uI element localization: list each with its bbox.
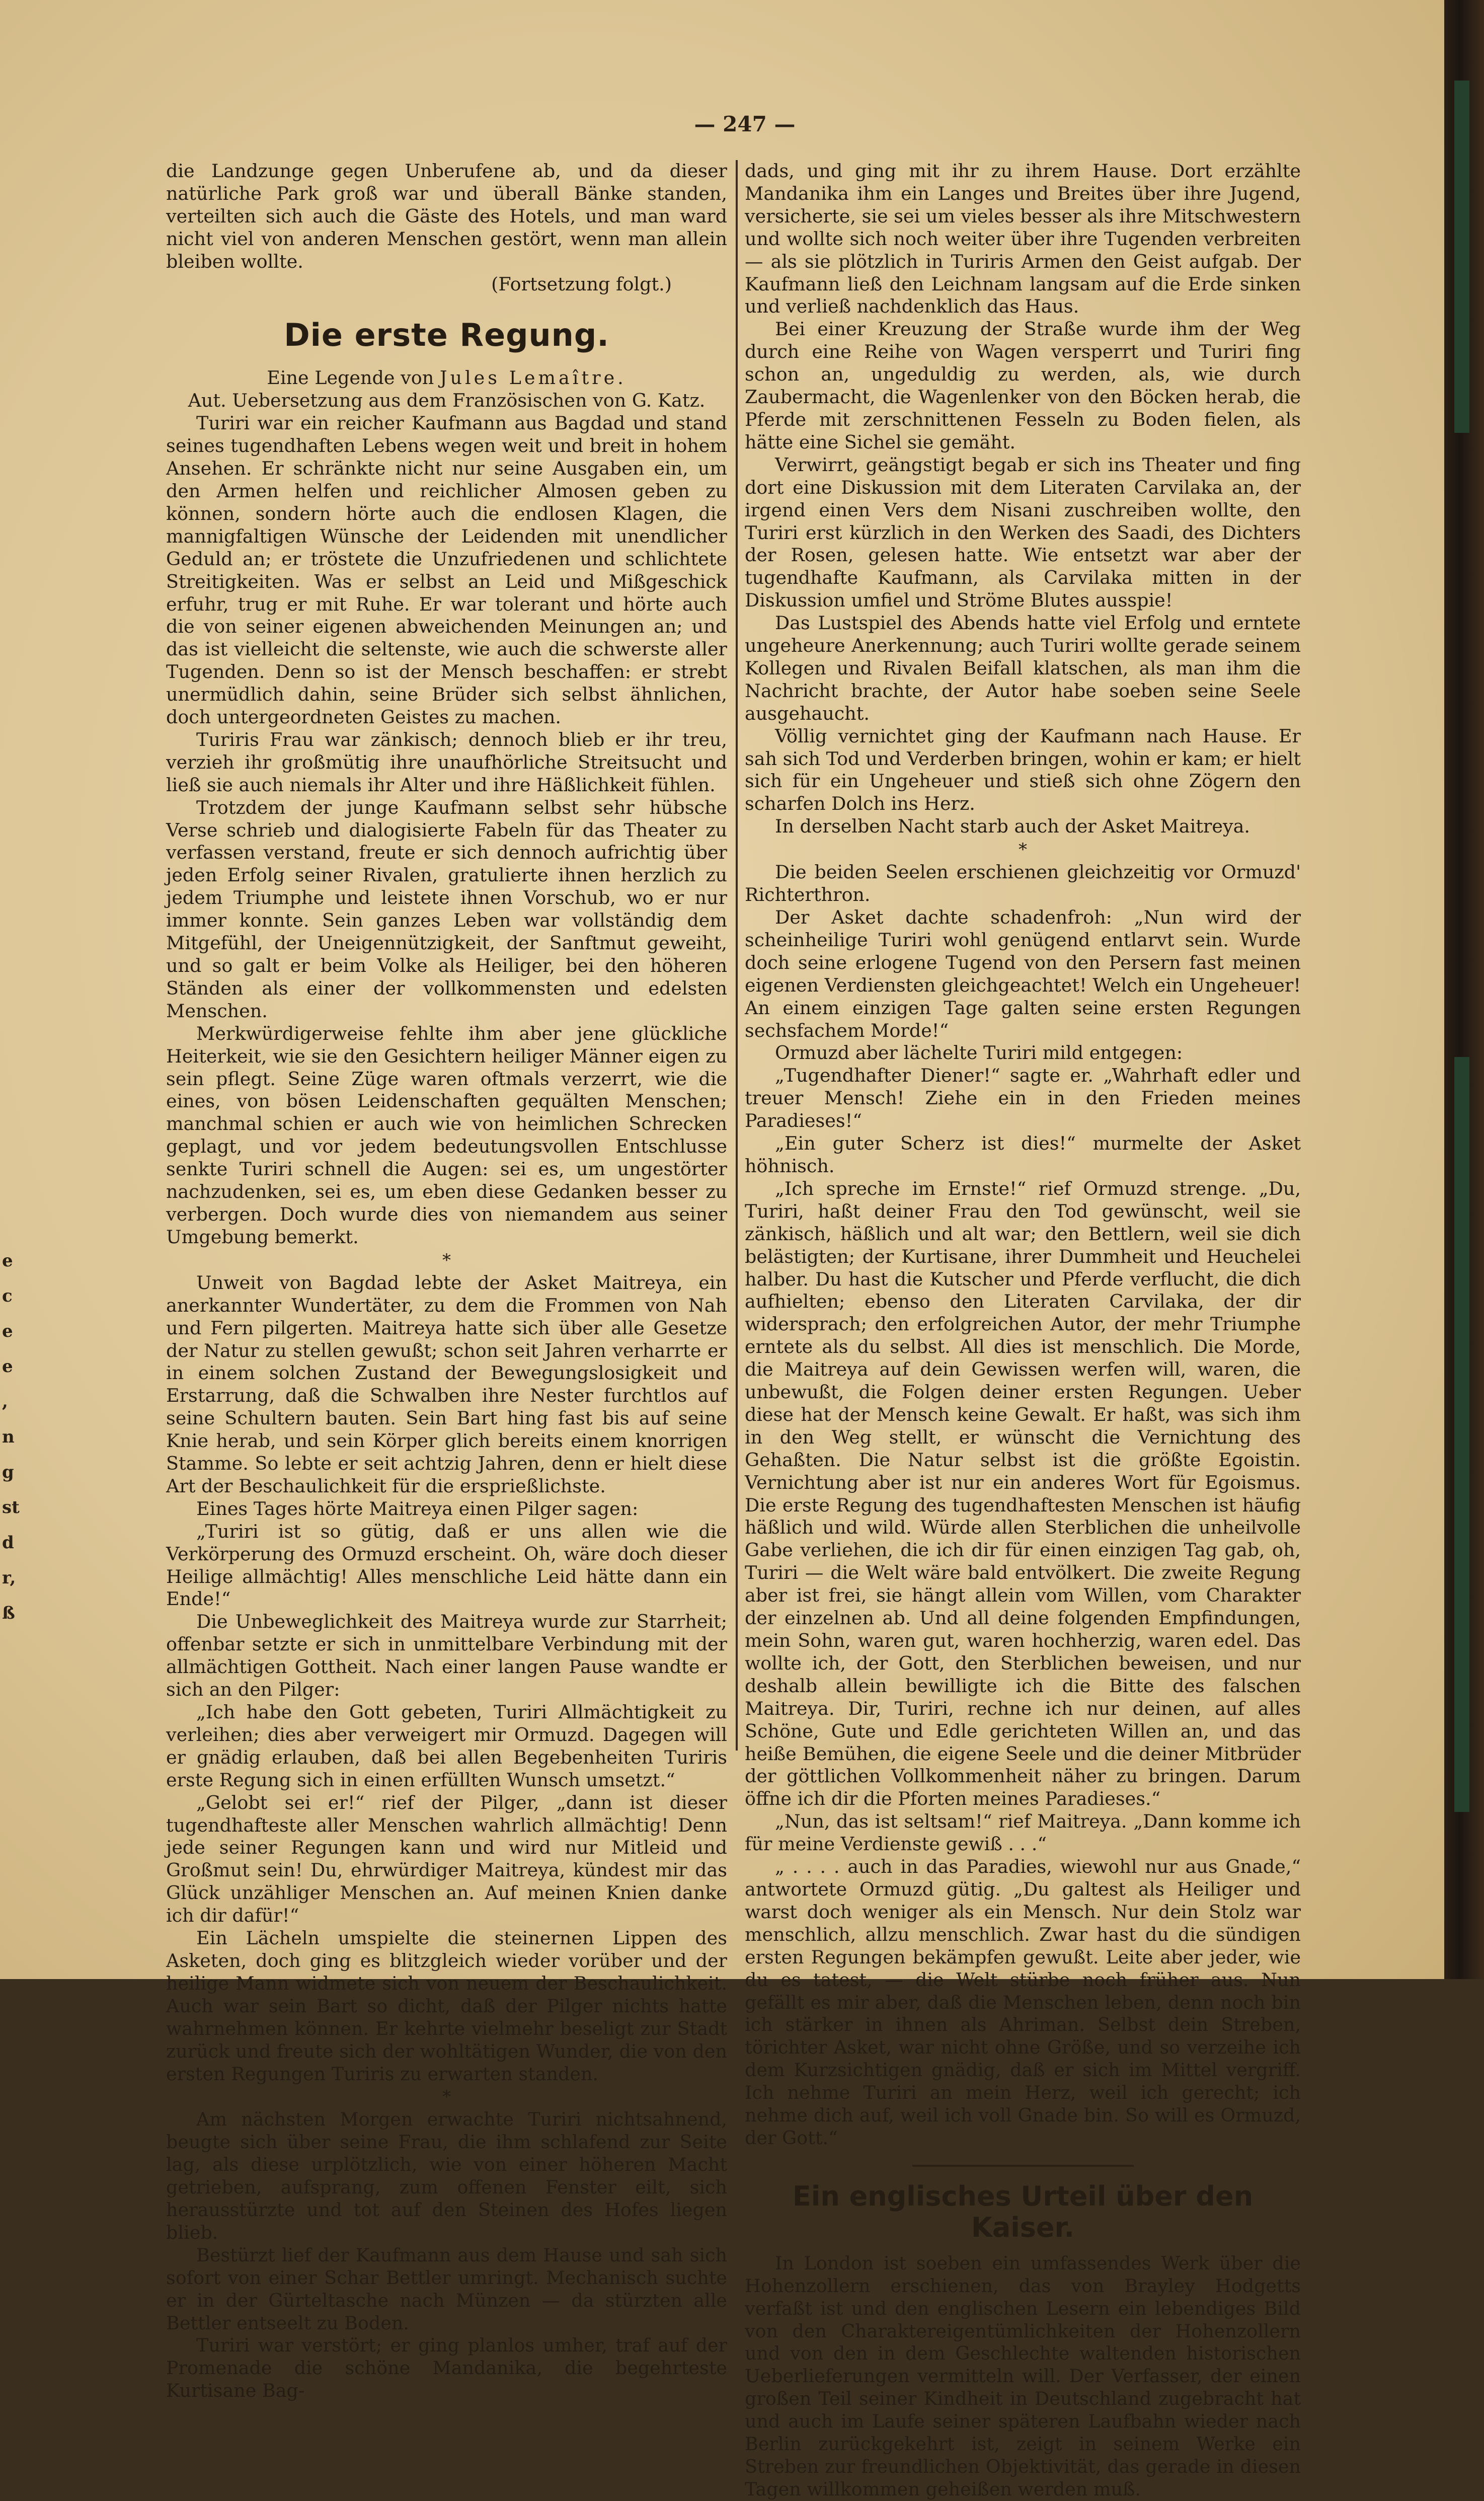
margin-fragment: e: [2, 1321, 13, 1341]
margin-fragment: st: [2, 1497, 20, 1518]
left-column: [166, 160, 727, 2402]
margin-fragment: ,: [2, 1392, 8, 1412]
story-paragraph: Merkwürdigerweise fehlte ihm aber jene glückliche Heiterkeit, wie sie den Gesichtern heiliger Männer eigen zu sein pflegt. Seine Züge waren oftmals verzerrt, wie die eines, von bösen Leidenschaften gequälten Menschen; manchmal schien er auch wie von heimlichen Schrecken geplagt, und vor jedem bedeutungsvollen Entschlusse senkte Turiri schnell die Augen: sei es, um ungestörter nachzudenken, sei es, um eben diese Gedanken besser zu verbergen. Doch wurde dies von niemandem aus seiner Umgebung bemerkt.: [166, 1022, 727, 1248]
margin-fragment: n: [2, 1427, 15, 1447]
story-paragraph: Der Asket dachte schadenfroh: „Nun wird der scheinheilige Turiri wohl genügend entlarvt sein. Wurde doch seine erlogene Tugend von den Persern fast meinen eigenen Verdiensten gleichgeachtet! Welch ein Ungeheuer! An einem einzigen Tage galten seine ersten Regungen sechsfachem Morde!“: [745, 906, 1301, 1041]
story-paragraph: Völlig vernichtet ging der Kaufmann nach Hause. Er sah sich Tod und Verderben bringen, wohin er kam; er hielt sich für ein Ungeheuer und stieß sich ohne Zögern den scharfen Dolch ins Herz.: [745, 725, 1301, 815]
left-margin-fragments: [2, 1243, 20, 1631]
section-separator: *: [1019, 840, 1027, 860]
story-paragraph: Die beiden Seelen erschienen gleichzeitig vor Ormuzd' Richterthron.: [745, 861, 1301, 906]
byline-author: Jules Lemaître.: [439, 367, 627, 389]
story-paragraph: Turiri war verstört; er ging planlos umher, traf auf der Promenade die schöne Mandanika, die begehrteste Kurtisane Bag-: [166, 2334, 727, 2402]
right-column: [745, 160, 1301, 2501]
margin-fragment: g: [2, 1462, 14, 1482]
column-divider: [736, 160, 738, 1751]
translation-note: Aut. Uebersetzung aus dem Französischen von G. Katz.: [188, 390, 706, 412]
serial-continuation: die Landzunge gegen Unberufene ab, und da dieser natürliche Park groß war und überall Bänke standen, verteilten sich auch die Gäste des Hotels, und man ward nicht viel von anderen Menschen gestört, wenn man allein bleiben wollte.: [166, 160, 727, 272]
byline-prefix: Eine Legende von: [267, 367, 434, 389]
binding-stripe: [1454, 81, 1469, 433]
article-divider-rule: [912, 2165, 1134, 2167]
story-paragraph: Bei einer Kreuzung der Straße wurde ihm der Weg durch eine Reihe von Wagen versperrt und Turiri fing schon an, ungeduldig zu werden, als, wie durch Zaubermacht, die Wagenlenker von den Böcken herab, die Pferde mit zerschnittenen Fesseln zu Boden fielen, als hätte eine Sichel sie gemäht.: [745, 318, 1301, 453]
story-paragraph: In derselben Nacht starb auch der Asket Maitreya.: [775, 815, 1250, 838]
story-paragraph: Das Lustspiel des Abends hatte viel Erfolg und erntete ungeheure Anerkennung; auch Turiri wollte gerade seinem Kollegen und Rivalen Beifall klatschen, als man ihm die Nachricht brachte, der Autor habe soeben seine Seele ausgehaucht.: [745, 612, 1301, 724]
story-paragraph: „Ich habe den Gott gebeten, Turiri Allmächtigkeit zu verleihen; dies aber verweigert mir Ormuzd. Dagegen will er gnädig erlauben, daß bei allen Begebenheiten Turiris erste Regung sich in einen erfüllten Wunsch umsetzt.“: [166, 1701, 727, 1791]
story-paragraph: Ormuzd aber lächelte Turiri mild entgegen:: [775, 1042, 1183, 1064]
margin-fragment: ß: [2, 1603, 15, 1623]
book-binding: [1444, 0, 1484, 1979]
story-paragraph: Bestürzt lief der Kaufmann aus dem Hause und sah sich sofort von einer Schar Bettler umringt. Mechanisch suchte er in der Gürteltasche nach Münzen — da stürzten alle Bettler entseelt zu Boden.: [166, 2244, 727, 2334]
margin-fragment: c: [2, 1286, 13, 1306]
story-paragraph: Die Unbeweglichkeit des Maitreya wurde zur Starrheit; offenbar setzte er sich in unmittelbare Verbindung mit der allmächtigen Gottheit. Nach einer langen Pause wandte er sich an den Pilger:: [166, 1611, 727, 1701]
story-paragraph: „ . . . . auch in das Paradies, wiewohl nur aus Gnade,“ antwortete Ormuzd gütig. „Du galtest als Heiliger und warst doch weniger als ein Mensch. Nur dein Stolz war menschlich, allzu menschlich. Zwar hast du die sündigen ersten Regungen bekämpfen gewußt. Leite aber jeder, wie du es tatest, — die Welt stürbe noch früher aus. Nun gefällt es mir aber, daß die Menschen leben, denn noch bin ich stärker in ihnen als Ahriman. Selbst dein Streben, törichter Asket, war nicht ohne Größe, und so verzeihe ich dem Kurzsichtigen gnädig, daß er sich im Mittel vergriff. Ich nehme Turiri an mein Herz, weil ich gerecht; ich nehme dich auf, weil ich voll Gnade bin. So will es Ormuzd, der Gott.“: [745, 1856, 1301, 2149]
story-paragraph: „Ein guter Scherz ist dies!“ murmelte der Asket höhnisch.: [745, 1132, 1301, 1177]
story-paragraph: Turiri war ein reicher Kaufmann aus Bagdad und stand seines tugendhaften Lebens wegen weit und breit in hohem Ansehen. Er schränkte nicht nur seine Ausgaben ein, um den Armen helfen und reichlicher Almosen geben zu können, sondern hörte auch die endlosen Klagen, die mannigfaltigen Wünsche der Leidenden mit unendlicher Geduld an; er tröstete die Unzufriedenen und schlichtete Streitigkeiten. Was er selbst an Leid und Mißgeschick erfuhr, trug er mit Ruhe. Er war tolerant und hörte auch die von seiner eigenen abweichenden Meinungen an; und das ist vielleicht die seltenste, wie auch die schwerste aller Tugenden. Denn so ist der Mensch beschaffen: er strebt unermüdlich dahin, seine Brüder sich selbst ähnlichen, doch untergeordneten Geistes zu machen.: [166, 412, 727, 728]
story-paragraph: „Tugendhafter Diener!“ sagte er. „Wahrhaft edler und treuer Mensch! Ziehe ein in den Frieden meines Paradieses!“: [745, 1065, 1301, 1132]
story-byline: [166, 367, 727, 390]
story-paragraph: Verwirrt, geängstigt begab er sich ins Theater und fing dort eine Diskussion mit dem Literaten Carvilaka an, der irgend einen Vers dem Nisani zuschreiben wollte, den Turiri erst kürzlich in den Werken des Saadi, des Dichters der Rosen, gelesen hatte. Wie entsetzt war aber der tugendhafte Kaufmann, als Carvilaka mitten in der Diskussion umfiel und Ströme Blutes ausspie!: [745, 453, 1301, 612]
margin-fragment: d: [2, 1533, 14, 1553]
binding-stripe: [1454, 1057, 1469, 1812]
story-paragraph: Trotzdem der junge Kaufmann selbst sehr hübsche Verse schrieb und dialogisierte Fabeln für das Theater zu verfassen verstand, freute er sich dennoch aufrichtig über jeden Erfolg seiner Rivalen, gratulierte ihnen herzlich zu jedem Triumphe und leistete ihnen Vorschub, wo er nur immer konnte. Sein ganzes Leben war vollständig dem Mitgefühl, der Uneigennützigkeit, der Sanftmut geweiht, und so galt er beim Volke als Heiliger, bei den höheren Ständen als einer der vollkommensten und edelsten Menschen.: [166, 796, 727, 1022]
story-title: Die erste Regung.: [284, 317, 609, 354]
page-number: — 247 —: [694, 112, 796, 136]
margin-fragment: e: [2, 1251, 13, 1271]
story-paragraph: „Turiri ist so gütig, daß er uns allen wie die Verkörperung des Ormuzd erscheint. Oh, wäre doch dieser Heilige allmächtig! Alles menschliche Leid hätte dann ein Ende!“: [166, 1520, 727, 1610]
story-paragraph: „Ich spreche im Ernste!“ rief Ormuzd strenge. „Du, Turiri, haßt deiner Frau den Tod gewünscht, weil sie zänkisch, häßlich und alt war; den Bettlern, weil sie dich belästigten; der Kurtisane, ihrer Dummheit und Heuchelei halber. Du hast die Kutscher und Pferde verflucht, die dich aufhielten; ebenso den Literaten Carvilaka, der dir widersprach; den erfolgreichen Autor, der mehr Triumphe erntete als du selbst. All dies ist menschlich. Die Morde, die Maitreya auf dein Gewissen werfen will, waren, die unbewußt, die Folgen deiner ersten Regungen. Ueber diese hat der Mensch keine Gewalt. Er haßt, was sich ihm in den Weg stellt, er wünscht die Vernichtung des Gehaßten. Die Natur selbst ist die größte Egoistin. Vernichtung aber ist nur ein anderes Wort für Egoismus. Die erste Regung des tugendhaftesten Menschen ist häufig häßlich und wild. Würde allen Sterblichen die unheilvolle Gabe verliehen, die ich dir für einen einzigen Tag gab, oh, Turiri — die Welt wäre bald entvölkert. Die zweite Regung aber ist frei, sie hängt allein vom Willen, vom Charakter der einzelnen ab. Und all deine folgenden Empfindungen, mein Sohn, waren gut, waren hochherzig, waren edel. Das wollte ich, der Gott, den Sterblichen beweisen, und nur deshalb allein bewilligte ich die Bitte des falschen Maitreya. Dir, Turiri, rechne ich nur deinen, auf alles Schöne, Gute und Edle gerichteten Willen an, und das heiße Bemühen, die eigene Seele und die deiner Mitbrüder der göttlichen Vollkommenheit näher zu bringen. Darum öffne ich dir die Pforten meines Paradieses.“: [745, 1177, 1301, 1810]
story-paragraph: dads, und ging mit ihr zu ihrem Hause. Dort erzählte Mandanika ihm ein Langes und Breites über ihre Jugend, versicherte, sie sei um vieles besser als ihre Mitschwestern und wollte sich noch weiter über ihre Tugenden verbreiten — als sie plötzlich in Turiris Armen den Geist aufgab. Der Kaufmann ließ den Leichnam langsam auf die Erde sinken und verließ nachdenklich das Haus.: [745, 160, 1301, 318]
story-paragraph: „Nun, das ist seltsam!“ rief Maitreya. „Dann komme ich für meine Verdienste gewiß . . .“: [745, 1810, 1301, 1855]
story-paragraph: Ein Lächeln umspielte die steinernen Lippen des Asketen, doch ging es blitzgleich wieder vorüber und der heilige Mann widmete sich von neuem der Beschaulichkeit. Auch war sein Bart so dicht, daß der Pilger nichts hatte wahrnehmen können. Er kehrte vielmehr beseligt zur Stadt zurück und freute sich der wohltätigen Wunder, die von den ersten Regungen Turiris zu erwarten standen.: [166, 1927, 727, 2085]
margin-fragment: r,: [2, 1568, 16, 1588]
story-paragraph: Turiris Frau war zänkisch; dennoch blieb er ihr treu, verzieh ihr großmütig ihre unaufhörliche Streitsucht und ließ sie auch niemals ihr Alter und ihre Häßlichkeit fühlen.: [166, 728, 727, 796]
margin-fragment: e: [2, 1356, 13, 1377]
story-paragraph: Am nächsten Morgen erwachte Turiri nichtsahnend, beugte sich über seine Frau, die ihm schlafend zur Seite lag, als diese urplötzlich, wie von einer höheren Macht getrieben, aufsprang, zum offenen Fenster eilt, sich herausstürzte und tot auf den Steinen des Hofes liegen blieb.: [166, 2108, 727, 2243]
article-paragraph: In London ist soeben ein umfassendes Werk über die Hohenzollern erschienen, das von Brayley Hodgetts verfaßt ist und den englischen Lesern ein lebendiges Bild von den Charaktereigentümlichkeiten der Hohenzollern und von den in dem Geschlechte waltenden historischen Ueberlieferungen vermitteln will. Der Verfasser, der einen großen Teil seiner Kindheit in Deutschland zugebracht hat und auch im Laufe seiner späteren Laufbahn wieder nach Berlin zurückgekehrt ist, zeigt in seinem Werke ein Streben zur freundlichen Objektivität, das gerade in diesen Tagen willkommen geheißen werden muß.: [745, 2252, 1301, 2500]
section-separator: *: [442, 1250, 451, 1270]
section-separator: *: [442, 2087, 451, 2107]
story-paragraph: „Gelobt sei er!“ rief der Pilger, „dann ist dieser tugendhafteste aller Menschen wahrlich allmächtig! Denn jede seiner Regungen kann und wird nur Mitleid und Großmut sein! Du, ehrwürdiger Maitreya, kündest mir das Glück unzähliger Menschen an. Auf meinen Knien danke ich dir dafür!“: [166, 1791, 727, 1927]
article-title: Ein englisches Urteil über den Kaiser.: [792, 2180, 1254, 2243]
story-paragraph: Eines Tages hörte Maitreya einen Pilger sagen:: [196, 1497, 639, 1520]
story-paragraph: Unweit von Bagdad lebte der Asket Maitreya, ein anerkannter Wundertäter, zu dem die Frommen von Nah und Fern pilgerten. Maitreya hatte sich über alle Gesetze der Natur zu stellen gewußt; schon seit Jahren verharrte er in einem solchen Zustand der Bewegungslosigkeit und Erstarrung, daß die Schwalben ihre Nester furchtlos auf seine Schultern bauten. Sein Bart hing fast bis auf seine Knie herab, und sein Körper glich bereits einem knorrigen Stamme. So lebte er seit achtzig Jahren, denn er hielt diese Art der Beschaulichkeit für die ersprießlichste.: [166, 1271, 727, 1497]
to-be-continued: (Fortsetzung folgt.): [491, 273, 672, 295]
